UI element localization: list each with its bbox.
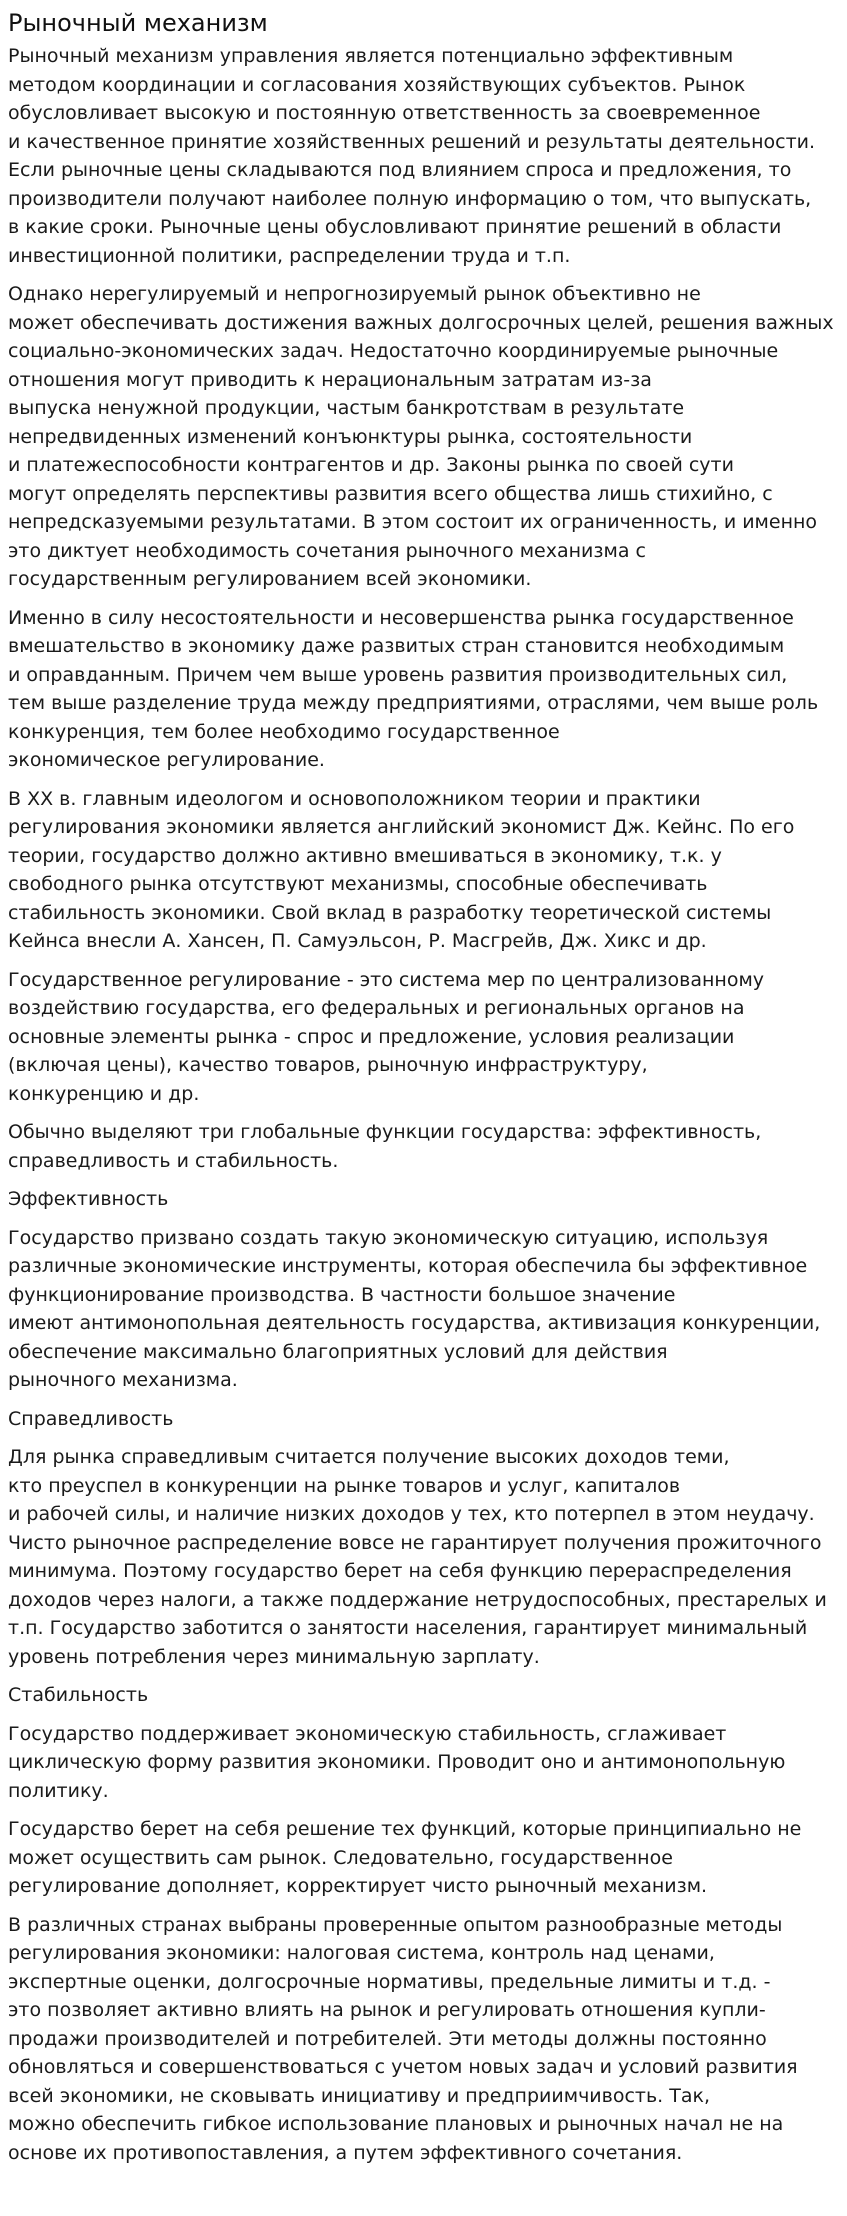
paragraph-efficiency: Государство призвано создать такую экономическую ситуацию, используя различные экономические инструменты, которая обеспечила бы эффективное функционирование производства. В частности большое значение имеют антимонопольная деятельность государства, активизация конкуренции, обеспечение максимально благоприятных условий для действия рыночного механизма.	[8, 1226, 821, 1391]
paragraph-stability: Государство поддерживает экономическую стабильность, сглаживает циклическую форму развития экономики. Проводит оно и антимонопольную политику.	[8, 1722, 786, 1802]
paragraph-unregulated-market: Однако нерегулируемый и непрогнозируемый рынок объективно не может обеспечивать достижения важных долгосрочных целей, решения важных социально-экономических задач. Недостаточно координируемые рыночные отношения могут приводить к нерациональным затратам из-за выпуска ненужной продукции, частым банкротствам в результате непредвиденных изменений конъюнктуры рынка, состоятельности и платежеспособности контрагентов и др. Законы рынка по своей сути могут определять перспективы развития всего общества лишь стихийно, с непредсказуемыми результатами. В этом состоит их ограниченность, и именно это диктует необходимость сочетания рыночного механизма с государственным регулированием всей экономики.	[8, 283, 834, 590]
page-title: Рыночный механизм	[8, 9, 268, 37]
paragraph-state-intervention: Именно в силу несостоятельности и несовершенства рынка государственное вмешательство в экономику даже развитых стран становится необходимым и оправданным. Причем чем выше уровень развития производительных сил, тем выше разделение труда между предприятиями, отраслями, чем выше роль конкуренция, тем более необходимо государственное экономическое регулирование.	[8, 606, 819, 771]
paragraph-three-functions: Обычно выделяют три глобальные функции государства: эффективность, справедливость и стабильность.	[8, 1121, 762, 1172]
subheading-stability: Стабильность	[8, 1684, 149, 1706]
paragraph-regulation-methods: В различных странах выбраны проверенные опытом разнообразные методы регулирования экономики: налоговая система, контроль над ценами, экспертные оценки, долгосрочные нормативы, предельные лимиты и т.д. - это позволяет активно влиять на рынок и регулировать отношения купли- продажи производителей и потребителей. Эти методы должны постоянно обновляться и совершенствоваться с учетом новых задач и условий развития всей экономики, не сковывать инициативу и предприимчивость. Так, можно обеспечить гибкое использование плановых и рыночных начал не на основе их противопоставления, а путем эффективного сочетания.	[8, 1913, 798, 2164]
paragraph-state-regulation-definition: Государственное регулирование - это система мер по централизованному воздействию государства, его федеральных и региональных органов на основные элементы рынка - спрос и предложение, условия реализации (включая цены), качество товаров, рыночную инфраструктуру, конкуренцию и др.	[8, 968, 765, 1105]
subheading-efficiency: Эффективность	[8, 1188, 169, 1210]
paragraph-market-mechanism: Рыночный механизм управления является потенциально эффективным методом координации и согласования хозяйствующих субъектов. Рынок обусловливает высокую и постоянную ответственность за своевременное и качественное принятие хозяйственных решений и результаты деятельности. Если рыночные цены складываются под влиянием спроса и предложения, то производители получают наиболее полную информацию о том, что выпускать, в какие сроки. Рыночные цены обусловливают принятие решений в области инвестиционной политики, распределении труда и т.п.	[8, 45, 816, 267]
subheading-fairness: Справедливость	[8, 1407, 174, 1430]
paragraph-fairness: Для рынка справедливым считается получение высоких доходов теми, кто преуспел в конкуренции на рынке товаров и услуг, капиталов и рабочей силы, и наличие низких доходов у тех, кто потерпел в этом неудачу. Чисто рыночное распределение вовсе не гарантирует получения прожиточного минимума. Поэтому государство берет на себя функцию перераспределения доходов через налоги, а также поддержание нетрудоспособных, престарелых и т.п. Государство заботится о занятости населения, гарантирует минимальный уровень потребления через минимальную зарплату.	[8, 1446, 827, 1668]
paragraph-keynes: В XX в. главным идеологом и основоположником теории и практики регулирования экономики является английский экономист Дж. Кейнс. По его теории, государство должно активно вмешиваться в экономику, т.к. у свободного рынка отсутствуют механизмы, способные обеспечивать стабильность экономики. Свой вклад в разработку теоретической системы Кейнса внесли А. Хансен, П. Самуэльсон, Р. Масгрейв, Дж. Хикс и др.	[8, 787, 795, 952]
paragraph-state-functions: Государство берет на себя решение тех функций, которые принципиально не может осуществить сам рынок. Следовательно, государственное регулирование дополняет, корректирует чисто рыночный механизм.	[8, 1818, 802, 1897]
